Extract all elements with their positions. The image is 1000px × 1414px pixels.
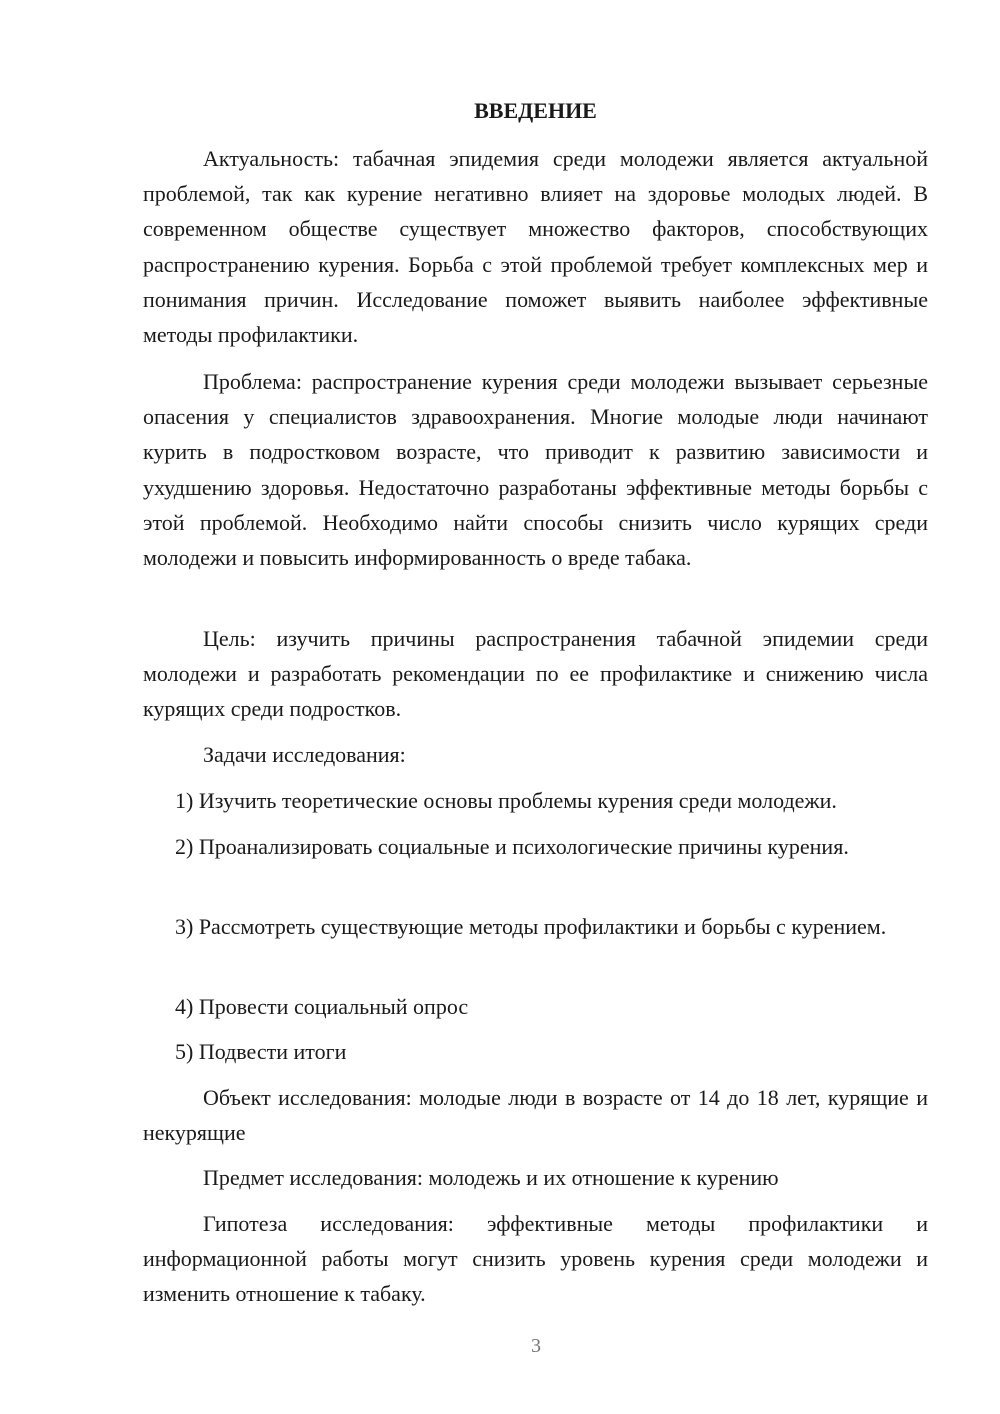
paragraph-object: Объект исследования: молодые люди в возрасте от 14 до 18 лет, курящие и некурящие [143,1085,928,1146]
paragraph-problem: Проблема: распространение курения среди молодежи вызывает серьезные опасения у специалистов здравоохранения. Многие молодые люди начинают курить в подростковом возрасте, что приводит к развитию зависимости и ухудшению здоровья. Недостаточно разработаны эффективные методы борьбы с этой проблемой. Необходимо найти способы снизить число курящих среди молодежи и повысить информированность о вреде табака. [143,369,928,571]
list-item-task-1: 1) Изучить теоретические основы проблемы курения среди молодежи. [175,788,837,813]
list-item-task-5: 5) Подвести итоги [175,1039,347,1064]
page-number: 3 [531,1335,541,1357]
paragraph-subject: Предмет исследования: молодежь и их отношение к курению [203,1165,779,1190]
paragraph-hypothesis: Гипотеза исследования: эффективные методы профилактики и информационной работы могут снизить уровень курения среди молодежи и изменить отношение к табаку. [143,1211,928,1307]
list-item-task-2: 2) Проанализировать социальные и психологические причины курения. [175,834,849,859]
paragraph-tasks-intro: Задачи исследования: [203,742,406,767]
list-item-task-4: 4) Провести социальный опрос [175,994,469,1019]
list-item-task-3: 3) Рассмотреть существующие методы профилактики и борьбы с курением. [175,914,887,939]
paragraph-relevance: Актуальность: табачная эпидемия среди молодежи является актуальной проблемой, так как курение негативно влияет на здоровье молодых людей. В современном обществе существует множество факторов, способствующих распространению курения. Борьба с этой проблемой требует комплексных мер и понимания причин. Исследование поможет выявить наиболее эффективные методы профилактики. [143,146,928,348]
document-heading: ВВЕДЕНИЕ [474,98,597,123]
paragraph-goal: Цель: изучить причины распространения табачной эпидемии среди молодежи и разработать рекомендации по ее профилактике и снижению числа курящих среди подростков. [143,626,928,722]
